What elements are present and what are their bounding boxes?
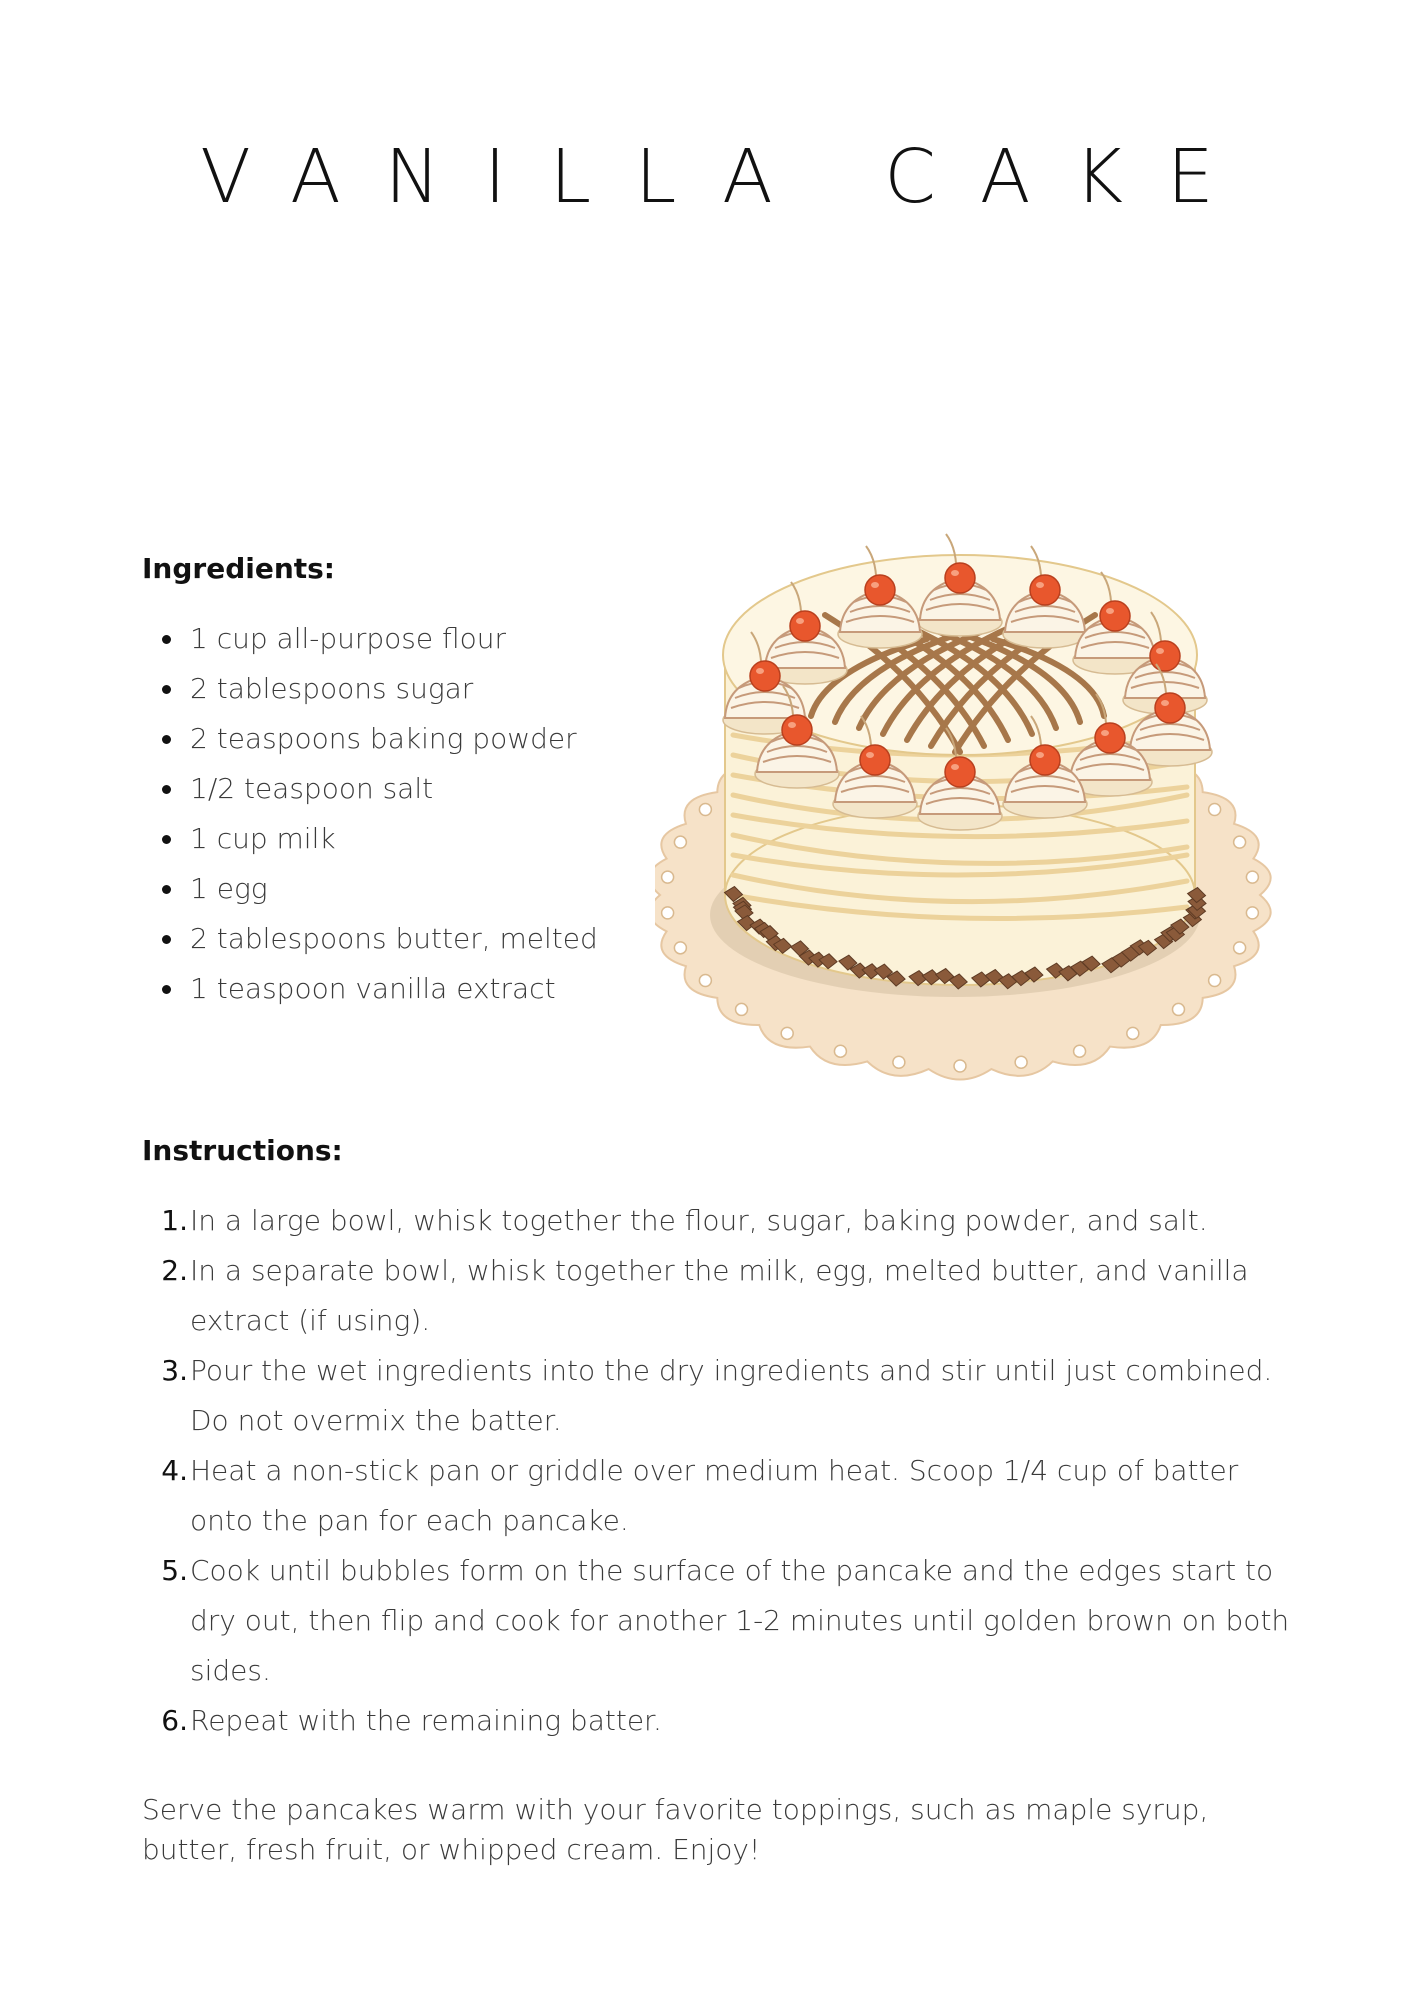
closing-text: Serve the pancakes warm with your favorite toppings, such as maple syrup, butter, fresh fruit, or whipped cream. Enjoy!: [142, 1793, 1209, 1866]
list-item: [142, 1246, 1292, 1346]
step-number: 1.: [161, 1204, 188, 1237]
cake-illustration: [655, 520, 1275, 1090]
instructions-heading: Instructions:: [142, 1134, 343, 1167]
step-number: 6.: [161, 1704, 188, 1737]
step-text: In a large bowl, whisk together the flour, sugar, baking powder, and salt.: [190, 1204, 1208, 1237]
bullet-icon: [162, 885, 171, 894]
step-text: Cook until bubbles form on the surface of the pancake and the edges start to dry out, then flip and cook for another 1-2 minutes until golden brown on both sides.: [190, 1554, 1290, 1687]
bullet-icon: [162, 635, 171, 644]
bullet-icon: [162, 735, 171, 744]
list-item: 1 egg: [142, 864, 662, 914]
list-item: 2 tablespoons butter, melted: [142, 914, 662, 964]
bullet-icon: [162, 985, 171, 994]
bullet-icon: [162, 785, 171, 794]
list-item: [142, 1196, 1292, 1246]
step-text: Pour the wet ingredients into the dry ingredients and stir until just combined. Do not overmix the batter.: [190, 1354, 1273, 1437]
step-text: Repeat with the remaining batter.: [190, 1704, 662, 1737]
instructions-list: [142, 1196, 1292, 1746]
list-item: 2 teaspoons baking powder: [142, 714, 662, 764]
list-item: 1 teaspoon vanilla extract: [142, 964, 662, 1014]
step-number: 2.: [161, 1254, 188, 1287]
ingredients-list: [142, 614, 662, 1014]
page-title: VANILLA CAKE: [200, 134, 1258, 220]
step-number: 3.: [161, 1354, 188, 1387]
list-item: 1 cup all-purpose flour: [142, 614, 662, 664]
step-number: 5.: [161, 1554, 188, 1587]
ingredients-heading: Ingredients:: [142, 552, 336, 585]
step-text: Heat a non-stick pan or griddle over medium heat. Scoop 1/4 cup of batter onto the pan for each pancake.: [190, 1454, 1239, 1537]
list-item: [142, 1696, 1292, 1746]
bullet-icon: [162, 685, 171, 694]
list-item: 1/2 teaspoon salt: [142, 764, 662, 814]
bullet-icon: [162, 835, 171, 844]
list-item: 2 tablespoons sugar: [142, 664, 662, 714]
step-number: 4.: [161, 1454, 188, 1487]
bullet-icon: [162, 935, 171, 944]
list-item: [142, 1346, 1292, 1446]
list-item: [142, 1446, 1292, 1546]
step-text: In a separate bowl, whisk together the milk, egg, melted butter, and vanilla extract (if using).: [190, 1254, 1249, 1337]
list-item: [142, 1546, 1292, 1696]
list-item: 1 cup milk: [142, 814, 662, 864]
